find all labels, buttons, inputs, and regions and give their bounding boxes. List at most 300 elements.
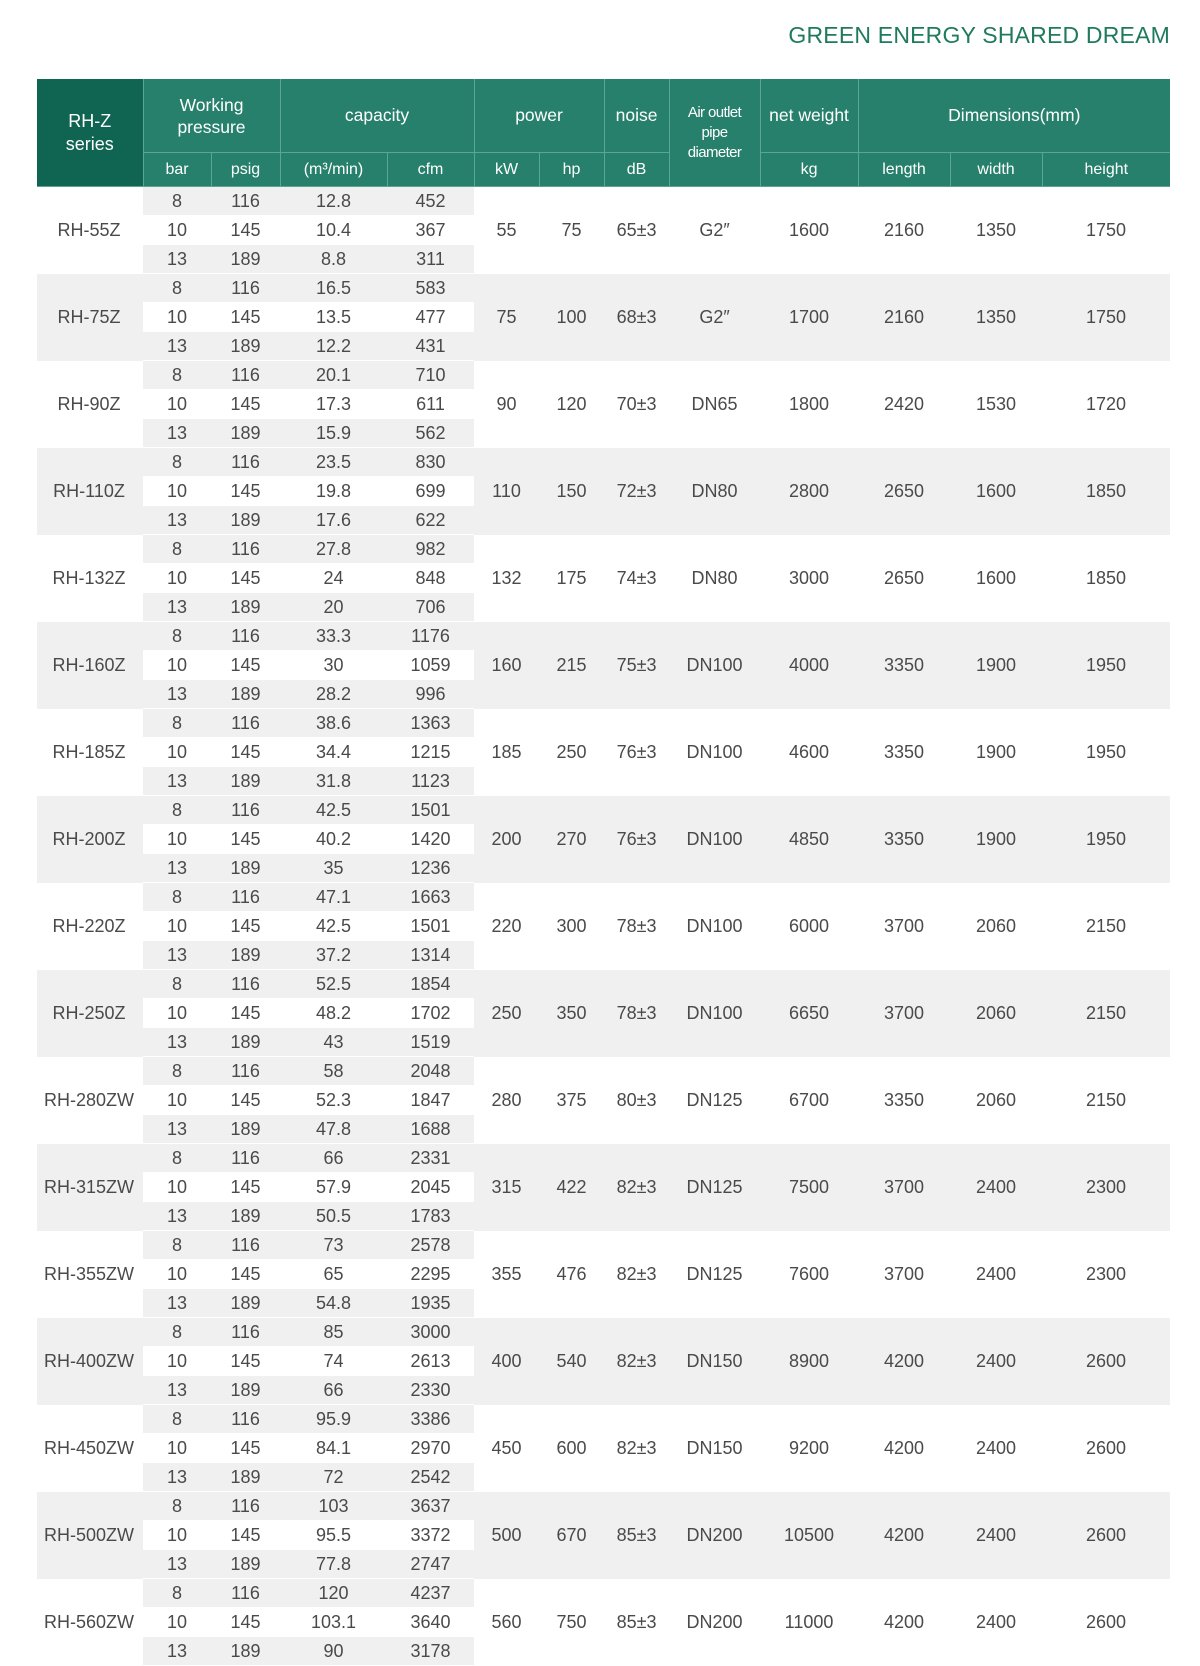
power-kw-cell: 355 (474, 1231, 539, 1318)
air-outlet-cell: DN100 (669, 970, 760, 1057)
psig-cell: 116 (211, 1579, 280, 1608)
power-kw-cell: 185 (474, 709, 539, 796)
power-hp-cell: 270 (539, 796, 604, 883)
header-series: RH-Z series (37, 79, 143, 187)
capacity-cfm-cell: 982 (387, 535, 474, 564)
psig-cell: 145 (211, 477, 280, 506)
capacity-m3-cell: 65 (280, 1260, 387, 1289)
capacity-cfm-cell: 848 (387, 564, 474, 593)
capacity-m3-cell: 120 (280, 1579, 387, 1608)
air-outlet-cell: DN200 (669, 1579, 760, 1666)
psig-cell: 189 (211, 1115, 280, 1144)
noise-cell: 82±3 (604, 1405, 669, 1492)
bar-cell: 13 (143, 680, 211, 709)
psig-cell: 116 (211, 535, 280, 564)
psig-cell: 145 (211, 1521, 280, 1550)
width-cell: 2400 (950, 1144, 1042, 1231)
width-cell: 2060 (950, 883, 1042, 970)
model-name-cell: RH-75Z (37, 274, 143, 361)
psig-cell: 145 (211, 912, 280, 941)
capacity-cfm-cell: 2747 (387, 1550, 474, 1579)
bar-cell: 13 (143, 332, 211, 361)
noise-cell: 82±3 (604, 1144, 669, 1231)
net-weight-cell: 6700 (760, 1057, 858, 1144)
length-cell: 2160 (858, 187, 950, 274)
length-cell: 3700 (858, 1144, 950, 1231)
net-weight-cell: 10500 (760, 1492, 858, 1579)
capacity-cfm-cell: 710 (387, 361, 474, 390)
psig-cell: 116 (211, 1144, 280, 1173)
psig-cell: 116 (211, 1231, 280, 1260)
table-row (37, 1405, 1170, 1434)
capacity-m3-cell: 90 (280, 1637, 387, 1666)
width-cell: 2400 (950, 1492, 1042, 1579)
model-group (37, 1405, 1170, 1492)
power-kw-cell: 560 (474, 1579, 539, 1666)
length-cell: 3700 (858, 1231, 950, 1318)
bar-cell: 10 (143, 390, 211, 419)
table-row (37, 709, 1170, 738)
capacity-cfm-cell: 1420 (387, 825, 474, 854)
table-row (37, 1318, 1170, 1347)
power-kw-cell: 132 (474, 535, 539, 622)
bar-cell: 13 (143, 941, 211, 970)
height-cell: 2150 (1042, 883, 1170, 970)
capacity-cfm-cell: 996 (387, 680, 474, 709)
power-hp-cell: 120 (539, 361, 604, 448)
noise-cell: 78±3 (604, 883, 669, 970)
header-capacity: capacity (280, 79, 474, 153)
power-hp-cell: 175 (539, 535, 604, 622)
bar-cell: 13 (143, 1376, 211, 1405)
width-cell: 1350 (950, 274, 1042, 361)
unit-kw: kW (474, 153, 539, 187)
capacity-m3-cell: 84.1 (280, 1434, 387, 1463)
table-header (37, 79, 1170, 187)
length-cell: 2650 (858, 535, 950, 622)
capacity-cfm-cell: 3178 (387, 1637, 474, 1666)
bar-cell: 10 (143, 825, 211, 854)
capacity-m3-cell: 73 (280, 1231, 387, 1260)
width-cell: 1900 (950, 796, 1042, 883)
bar-cell: 8 (143, 1492, 211, 1521)
psig-cell: 189 (211, 1550, 280, 1579)
psig-cell: 116 (211, 970, 280, 999)
power-kw-cell: 55 (474, 187, 539, 274)
psig-cell: 145 (211, 1347, 280, 1376)
capacity-cfm-cell: 562 (387, 419, 474, 448)
noise-cell: 80±3 (604, 1057, 669, 1144)
capacity-cfm-cell: 2045 (387, 1173, 474, 1202)
bar-cell: 10 (143, 1260, 211, 1289)
capacity-m3-cell: 74 (280, 1347, 387, 1376)
length-cell: 3350 (858, 622, 950, 709)
capacity-cfm-cell: 706 (387, 593, 474, 622)
bar-cell: 13 (143, 506, 211, 535)
noise-cell: 76±3 (604, 709, 669, 796)
psig-cell: 145 (211, 1086, 280, 1115)
page-slogan: GREEN ENERGY SHARED DREAM (788, 22, 1170, 48)
power-kw-cell: 110 (474, 448, 539, 535)
capacity-cfm-cell: 2970 (387, 1434, 474, 1463)
bar-cell: 8 (143, 187, 211, 216)
table-row (37, 796, 1170, 825)
model-name-cell: RH-280ZW (37, 1057, 143, 1144)
psig-cell: 189 (211, 332, 280, 361)
capacity-cfm-cell: 2542 (387, 1463, 474, 1492)
capacity-cfm-cell: 622 (387, 506, 474, 535)
bar-cell: 8 (143, 1579, 211, 1608)
psig-cell: 116 (211, 1405, 280, 1434)
capacity-cfm-cell: 1663 (387, 883, 474, 912)
width-cell: 1600 (950, 448, 1042, 535)
capacity-m3-cell: 54.8 (280, 1289, 387, 1318)
power-hp-cell: 250 (539, 709, 604, 796)
bar-cell: 10 (143, 651, 211, 680)
height-cell: 2150 (1042, 970, 1170, 1057)
model-name-cell: RH-110Z (37, 448, 143, 535)
height-cell: 2600 (1042, 1318, 1170, 1405)
bar-cell: 8 (143, 622, 211, 651)
bar-cell: 13 (143, 854, 211, 883)
power-kw-cell: 75 (474, 274, 539, 361)
psig-cell: 116 (211, 1492, 280, 1521)
power-kw-cell: 200 (474, 796, 539, 883)
capacity-cfm-cell: 2578 (387, 1231, 474, 1260)
power-hp-cell: 75 (539, 187, 604, 274)
noise-cell: 85±3 (604, 1492, 669, 1579)
model-name-cell: RH-355ZW (37, 1231, 143, 1318)
net-weight-cell: 1600 (760, 187, 858, 274)
bar-cell: 8 (143, 1405, 211, 1434)
capacity-m3-cell: 27.8 (280, 535, 387, 564)
capacity-m3-cell: 15.9 (280, 419, 387, 448)
height-cell: 1950 (1042, 622, 1170, 709)
table-row (37, 622, 1170, 651)
net-weight-cell: 6000 (760, 883, 858, 970)
capacity-cfm-cell: 1501 (387, 796, 474, 825)
capacity-m3-cell: 23.5 (280, 448, 387, 477)
capacity-cfm-cell: 2330 (387, 1376, 474, 1405)
psig-cell: 145 (211, 825, 280, 854)
capacity-m3-cell: 58 (280, 1057, 387, 1086)
width-cell: 1600 (950, 535, 1042, 622)
model-group (37, 709, 1170, 796)
length-cell: 3350 (858, 1057, 950, 1144)
header-noise: noise (604, 79, 669, 153)
capacity-m3-cell: 52.3 (280, 1086, 387, 1115)
psig-cell: 116 (211, 1057, 280, 1086)
net-weight-cell: 1800 (760, 361, 858, 448)
header-net-weight: net weight (760, 79, 858, 153)
net-weight-cell: 6650 (760, 970, 858, 1057)
bar-cell: 10 (143, 1347, 211, 1376)
unit-cfm: cfm (387, 153, 474, 187)
noise-cell: 68±3 (604, 274, 669, 361)
unit-length: length (858, 153, 950, 187)
table-row (37, 1231, 1170, 1260)
psig-cell: 189 (211, 941, 280, 970)
capacity-m3-cell: 66 (280, 1376, 387, 1405)
psig-cell: 145 (211, 1260, 280, 1289)
capacity-m3-cell: 47.8 (280, 1115, 387, 1144)
model-name-cell: RH-250Z (37, 970, 143, 1057)
psig-cell: 189 (211, 1289, 280, 1318)
capacity-m3-cell: 35 (280, 854, 387, 883)
capacity-m3-cell: 16.5 (280, 274, 387, 303)
net-weight-cell: 3000 (760, 535, 858, 622)
net-weight-cell: 8900 (760, 1318, 858, 1405)
model-group (37, 1492, 1170, 1579)
net-weight-cell: 11000 (760, 1579, 858, 1666)
capacity-m3-cell: 66 (280, 1144, 387, 1173)
capacity-m3-cell: 95.9 (280, 1405, 387, 1434)
model-group (37, 1144, 1170, 1231)
capacity-m3-cell: 95.5 (280, 1521, 387, 1550)
unit-bar: bar (143, 153, 211, 187)
air-outlet-cell: DN150 (669, 1318, 760, 1405)
capacity-m3-cell: 13.5 (280, 303, 387, 332)
power-kw-cell: 280 (474, 1057, 539, 1144)
psig-cell: 116 (211, 796, 280, 825)
capacity-m3-cell: 43 (280, 1028, 387, 1057)
length-cell: 4200 (858, 1492, 950, 1579)
power-kw-cell: 315 (474, 1144, 539, 1231)
psig-cell: 145 (211, 216, 280, 245)
capacity-cfm-cell: 1847 (387, 1086, 474, 1115)
capacity-cfm-cell: 3640 (387, 1608, 474, 1637)
capacity-cfm-cell: 1215 (387, 738, 474, 767)
bar-cell: 10 (143, 1086, 211, 1115)
capacity-cfm-cell: 1314 (387, 941, 474, 970)
model-group (37, 796, 1170, 883)
model-name-cell: RH-200Z (37, 796, 143, 883)
psig-cell: 189 (211, 1202, 280, 1231)
width-cell: 2060 (950, 970, 1042, 1057)
bar-cell: 10 (143, 1173, 211, 1202)
net-weight-cell: 4600 (760, 709, 858, 796)
capacity-m3-cell: 17.3 (280, 390, 387, 419)
psig-cell: 116 (211, 361, 280, 390)
length-cell: 4200 (858, 1579, 950, 1666)
bar-cell: 10 (143, 477, 211, 506)
capacity-m3-cell: 48.2 (280, 999, 387, 1028)
capacity-m3-cell: 34.4 (280, 738, 387, 767)
length-cell: 4200 (858, 1405, 950, 1492)
capacity-cfm-cell: 699 (387, 477, 474, 506)
capacity-cfm-cell: 611 (387, 390, 474, 419)
capacity-m3-cell: 77.8 (280, 1550, 387, 1579)
table-row (37, 883, 1170, 912)
power-hp-cell: 300 (539, 883, 604, 970)
bar-cell: 8 (143, 1318, 211, 1347)
capacity-cfm-cell: 1059 (387, 651, 474, 680)
power-kw-cell: 90 (474, 361, 539, 448)
unit-hp: hp (539, 153, 604, 187)
width-cell: 2400 (950, 1405, 1042, 1492)
header-power: power (474, 79, 604, 153)
capacity-m3-cell: 72 (280, 1463, 387, 1492)
bar-cell: 10 (143, 1608, 211, 1637)
bar-cell: 13 (143, 1115, 211, 1144)
capacity-cfm-cell: 452 (387, 187, 474, 216)
capacity-cfm-cell: 830 (387, 448, 474, 477)
unit-height: height (1042, 153, 1170, 187)
bar-cell: 10 (143, 1521, 211, 1550)
psig-cell: 189 (211, 506, 280, 535)
height-cell: 2300 (1042, 1231, 1170, 1318)
capacity-cfm-cell: 3000 (387, 1318, 474, 1347)
psig-cell: 116 (211, 709, 280, 738)
capacity-m3-cell: 28.2 (280, 680, 387, 709)
noise-cell: 65±3 (604, 187, 669, 274)
psig-cell: 189 (211, 1028, 280, 1057)
height-cell: 1750 (1042, 274, 1170, 361)
power-kw-cell: 160 (474, 622, 539, 709)
model-name-cell: RH-90Z (37, 361, 143, 448)
net-weight-cell: 4850 (760, 796, 858, 883)
air-outlet-cell: DN65 (669, 361, 760, 448)
bar-cell: 10 (143, 1434, 211, 1463)
model-group (37, 187, 1170, 274)
power-hp-cell: 350 (539, 970, 604, 1057)
model-group (37, 448, 1170, 535)
capacity-m3-cell: 42.5 (280, 912, 387, 941)
width-cell: 2400 (950, 1231, 1042, 1318)
air-outlet-cell: DN100 (669, 883, 760, 970)
unit-width: width (950, 153, 1042, 187)
bar-cell: 10 (143, 303, 211, 332)
air-outlet-cell: DN80 (669, 535, 760, 622)
noise-cell: 74±3 (604, 535, 669, 622)
model-name-cell: RH-315ZW (37, 1144, 143, 1231)
power-hp-cell: 670 (539, 1492, 604, 1579)
psig-cell: 116 (211, 187, 280, 216)
capacity-cfm-cell: 1854 (387, 970, 474, 999)
capacity-m3-cell: 19.8 (280, 477, 387, 506)
psig-cell: 145 (211, 1173, 280, 1202)
length-cell: 3350 (858, 796, 950, 883)
noise-cell: 85±3 (604, 1579, 669, 1666)
psig-cell: 189 (211, 593, 280, 622)
capacity-cfm-cell: 3372 (387, 1521, 474, 1550)
spec-table (37, 79, 1170, 1666)
capacity-cfm-cell: 431 (387, 332, 474, 361)
air-outlet-cell: DN125 (669, 1144, 760, 1231)
bar-cell: 8 (143, 1144, 211, 1173)
bar-cell: 13 (143, 245, 211, 274)
psig-cell: 145 (211, 738, 280, 767)
width-cell: 1900 (950, 622, 1042, 709)
capacity-m3-cell: 103 (280, 1492, 387, 1521)
bar-cell: 8 (143, 883, 211, 912)
power-hp-cell: 750 (539, 1579, 604, 1666)
psig-cell: 189 (211, 680, 280, 709)
capacity-cfm-cell: 4237 (387, 1579, 474, 1608)
capacity-cfm-cell: 2048 (387, 1057, 474, 1086)
capacity-cfm-cell: 367 (387, 216, 474, 245)
bar-cell: 10 (143, 738, 211, 767)
capacity-cfm-cell: 1501 (387, 912, 474, 941)
width-cell: 1900 (950, 709, 1042, 796)
capacity-m3-cell: 40.2 (280, 825, 387, 854)
model-group (37, 883, 1170, 970)
table-row (37, 448, 1170, 477)
model-group (37, 1231, 1170, 1318)
air-outlet-cell: DN100 (669, 796, 760, 883)
table-row (37, 970, 1170, 999)
height-cell: 1950 (1042, 796, 1170, 883)
psig-cell: 116 (211, 448, 280, 477)
capacity-cfm-cell: 1519 (387, 1028, 474, 1057)
capacity-cfm-cell: 1935 (387, 1289, 474, 1318)
model-name-cell: RH-55Z (37, 187, 143, 274)
capacity-m3-cell: 38.6 (280, 709, 387, 738)
width-cell: 1350 (950, 187, 1042, 274)
model-group (37, 1579, 1170, 1666)
model-name-cell: RH-400ZW (37, 1318, 143, 1405)
table-row (37, 1144, 1170, 1173)
net-weight-cell: 9200 (760, 1405, 858, 1492)
capacity-cfm-cell: 1702 (387, 999, 474, 1028)
capacity-m3-cell: 52.5 (280, 970, 387, 999)
power-hp-cell: 215 (539, 622, 604, 709)
power-hp-cell: 476 (539, 1231, 604, 1318)
power-hp-cell: 540 (539, 1318, 604, 1405)
capacity-cfm-cell: 3637 (387, 1492, 474, 1521)
unit-psig: psig (211, 153, 280, 187)
air-outlet-cell: DN100 (669, 622, 760, 709)
capacity-cfm-cell: 2613 (387, 1347, 474, 1376)
height-cell: 1950 (1042, 709, 1170, 796)
height-cell: 1750 (1042, 187, 1170, 274)
table-row (37, 1579, 1170, 1608)
capacity-cfm-cell: 311 (387, 245, 474, 274)
header-working-pressure: Working pressure (143, 79, 280, 153)
length-cell: 2160 (858, 274, 950, 361)
width-cell: 2400 (950, 1318, 1042, 1405)
height-cell: 2600 (1042, 1492, 1170, 1579)
bar-cell: 10 (143, 564, 211, 593)
model-group (37, 535, 1170, 622)
psig-cell: 116 (211, 1318, 280, 1347)
power-kw-cell: 450 (474, 1405, 539, 1492)
capacity-cfm-cell: 2331 (387, 1144, 474, 1173)
header-dimensions: Dimensions(mm) (858, 79, 1170, 153)
bar-cell: 10 (143, 216, 211, 245)
noise-cell: 75±3 (604, 622, 669, 709)
psig-cell: 145 (211, 564, 280, 593)
table-row (37, 274, 1170, 303)
air-outlet-cell: DN80 (669, 448, 760, 535)
bar-cell: 8 (143, 274, 211, 303)
power-kw-cell: 220 (474, 883, 539, 970)
capacity-cfm-cell: 1123 (387, 767, 474, 796)
model-group (37, 361, 1170, 448)
capacity-m3-cell: 37.2 (280, 941, 387, 970)
net-weight-cell: 7500 (760, 1144, 858, 1231)
capacity-cfm-cell: 1236 (387, 854, 474, 883)
noise-cell: 76±3 (604, 796, 669, 883)
model-group (37, 1318, 1170, 1405)
psig-cell: 145 (211, 390, 280, 419)
bar-cell: 13 (143, 1289, 211, 1318)
power-kw-cell: 500 (474, 1492, 539, 1579)
bar-cell: 8 (143, 1231, 211, 1260)
capacity-m3-cell: 33.3 (280, 622, 387, 651)
psig-cell: 145 (211, 1434, 280, 1463)
capacity-m3-cell: 30 (280, 651, 387, 680)
